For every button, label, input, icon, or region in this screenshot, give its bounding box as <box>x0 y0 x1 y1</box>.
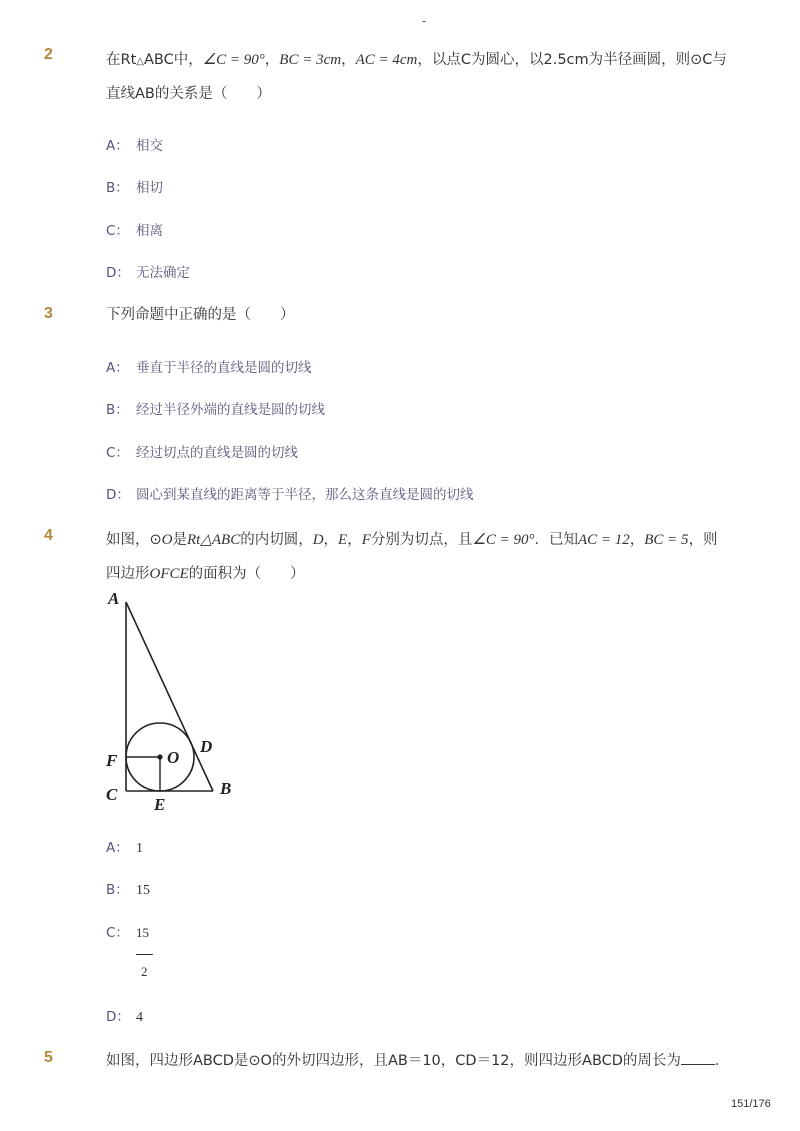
option-text: 1 <box>136 841 143 856</box>
option-label: D： <box>106 265 130 281</box>
option-d[interactable] <box>106 263 190 283</box>
option-text: 圆心到某直线的距离等于半径，那么这条直线是圆的切线 <box>136 487 474 503</box>
option-label: D： <box>106 1009 130 1025</box>
stem-math: F <box>361 532 371 548</box>
question-stem-line2: 直线AB的关系是（ ） <box>106 86 271 102</box>
option-label: C： <box>106 925 129 941</box>
stem-text: 如图，四边形ABCD是⊙O的外切四边形，且AB＝10，CD＝12，则四边形ABCD的周长为 <box>106 1053 681 1069</box>
option-text: 无法确定 <box>136 265 190 281</box>
stem-text: ， <box>347 532 362 548</box>
stem-text: ．已知 <box>534 532 578 548</box>
option-b[interactable] <box>106 178 163 198</box>
option-label: B： <box>106 882 129 898</box>
stem-text: 四边形 <box>106 566 150 582</box>
option-d[interactable] <box>106 485 474 505</box>
option-text: 相切 <box>136 180 163 196</box>
option-a[interactable] <box>106 838 143 859</box>
stem-text: ， <box>323 532 339 548</box>
option-label: A： <box>106 360 129 376</box>
option-label: B： <box>106 180 129 196</box>
stem-math: ∠C = 90° <box>202 52 265 68</box>
label-o: O <box>167 748 180 767</box>
label-f: F <box>106 751 118 770</box>
option-c[interactable] <box>106 221 163 241</box>
question-stem-line1 <box>106 530 718 550</box>
question-number: 5 <box>44 1049 53 1066</box>
option-label: A： <box>106 138 129 154</box>
option-c[interactable] <box>106 923 136 943</box>
header-mark: - <box>422 14 427 28</box>
center-point <box>157 754 162 759</box>
circle-symbol: ⊙ <box>149 532 162 548</box>
option-c[interactable] <box>106 443 298 463</box>
question-stem-line1 <box>106 1050 729 1071</box>
option-b[interactable] <box>106 880 150 901</box>
option-label: C： <box>106 223 129 239</box>
label-a: A <box>108 589 120 608</box>
option-text: 垂直于半径的直线是圆的切线 <box>136 360 312 376</box>
stem-math: Rt△ABC <box>187 532 241 548</box>
label-b: B <box>220 779 232 798</box>
option-label: D： <box>106 487 130 503</box>
fraction-denominator: 2 <box>141 964 148 979</box>
option-label: A： <box>106 840 129 856</box>
fraction-numerator: 15 <box>136 925 149 940</box>
stem-math: D <box>312 532 324 548</box>
stem-text: ， <box>629 532 645 548</box>
stem-text: 的面积为（ ） <box>188 566 305 582</box>
page-number: 151/176 <box>731 1098 771 1110</box>
stem-math: ∠C = 90° <box>472 532 535 548</box>
stem-math: O <box>161 532 173 548</box>
stem-text: 的内切圆， <box>240 532 313 548</box>
option-text: 经过半径外端的直线是圆的切线 <box>136 402 325 418</box>
option-text: 4 <box>136 1010 143 1025</box>
incircle-triangle-figure <box>100 588 240 816</box>
stem-math: BC = 3cm <box>279 52 342 68</box>
stem-text: ，则 <box>688 532 718 548</box>
question-number: 2 <box>44 46 53 63</box>
stem-math: E <box>338 532 348 548</box>
stem-math: AC = 4cm <box>355 52 418 68</box>
label-e: E <box>154 795 166 814</box>
question-stem-line1 <box>106 50 727 72</box>
stem-text: 分别为切点，且 <box>370 532 473 548</box>
option-b[interactable] <box>106 400 325 420</box>
question-number: 3 <box>44 305 53 322</box>
option-d[interactable] <box>106 1007 143 1028</box>
stem-text: ． <box>714 1053 730 1069</box>
question-stem-line1: 下列命题中正确的是（ ） <box>106 307 295 323</box>
option-label: B： <box>106 402 129 418</box>
label-d: D <box>200 737 213 756</box>
stem-text: 是 <box>172 532 187 548</box>
question-number: 4 <box>44 527 53 544</box>
stem-math: OFCE <box>149 566 189 582</box>
option-text: 相交 <box>136 138 163 154</box>
stem-text: ， <box>264 52 280 68</box>
stem-text: ， <box>341 52 356 68</box>
stem-text: 在Rt <box>106 52 137 68</box>
option-a[interactable] <box>106 136 163 156</box>
option-label: C： <box>106 445 129 461</box>
label-c: C <box>106 785 118 804</box>
triangle-symbol: △ <box>136 56 144 67</box>
option-text: 相离 <box>136 223 163 239</box>
answer-blank[interactable] <box>681 1050 715 1065</box>
stem-text: ABC中， <box>143 52 203 68</box>
stem-math: BC = 5 <box>644 532 689 548</box>
option-text: 15 <box>136 883 150 898</box>
stem-text: 如图， <box>106 532 150 548</box>
question-stem-line2 <box>106 564 305 584</box>
fraction-bar <box>136 954 153 955</box>
stem-math: AC = 12 <box>577 532 630 548</box>
option-a[interactable] <box>106 358 312 378</box>
stem-text: ，以点C为圆心，以2.5cm为半径画圆，则⊙C与 <box>417 52 727 68</box>
option-text: 经过切点的直线是圆的切线 <box>136 445 298 461</box>
